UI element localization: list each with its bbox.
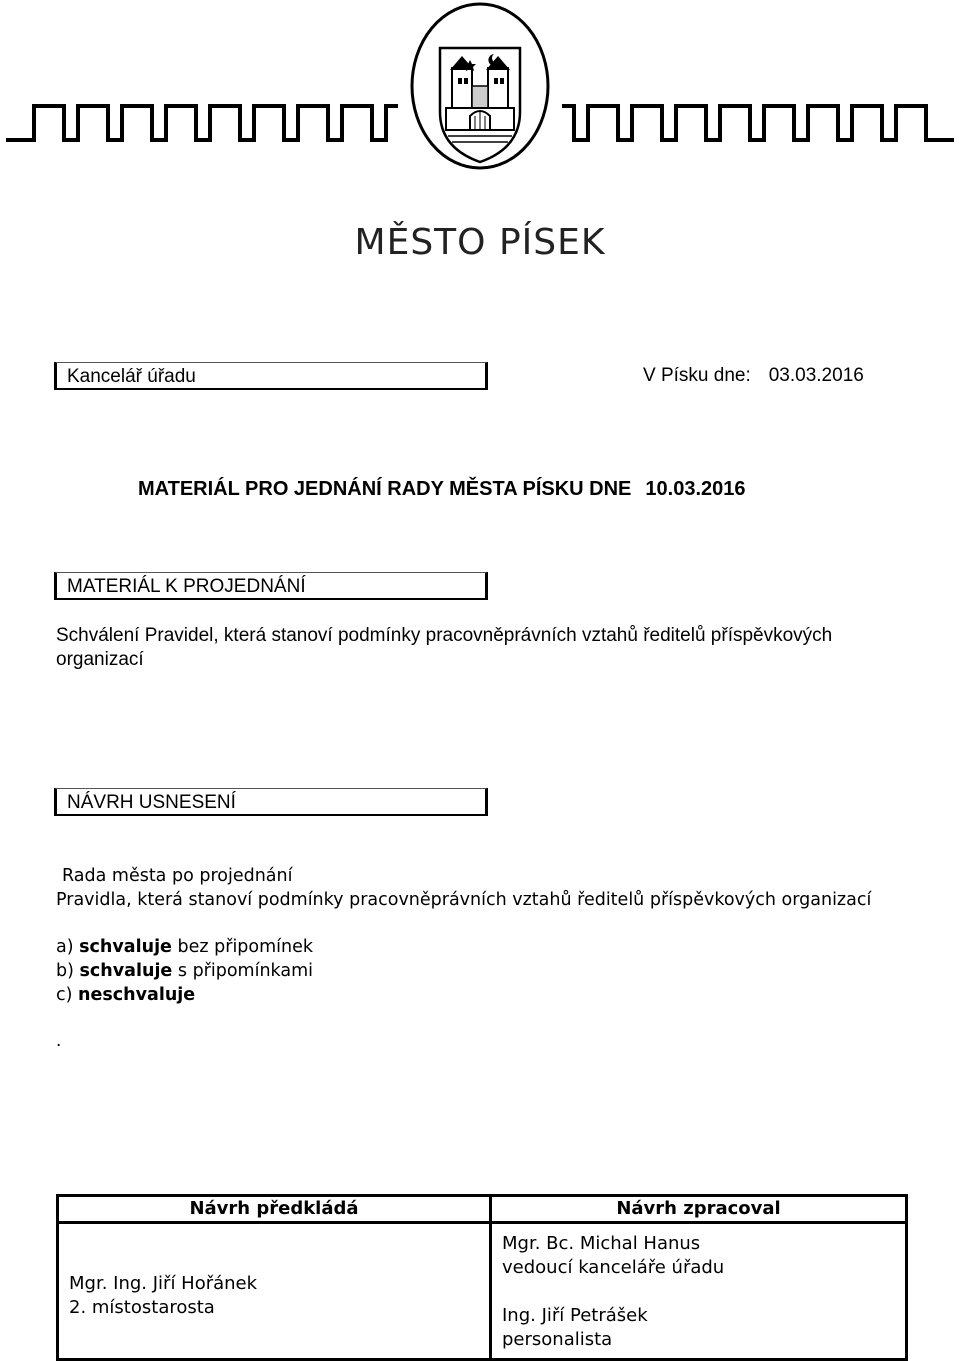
city-name-heading: MĚSTO PÍSEK (354, 222, 606, 263)
crenellated-wall-right (562, 106, 954, 140)
resolution-line-2: Pravidla, která stanoví podmínky pracovněprávních vztahů ředitelů příspěvkových organizací (56, 890, 872, 910)
proposer-name: Mgr. Ing. Jiří Hořánek (69, 1273, 258, 1294)
option-prefix: b) (56, 961, 74, 981)
date-label: V Písku dne: (643, 365, 751, 386)
preparer-name-1: Mgr. Bc. Michal Hanus (502, 1233, 701, 1254)
option-rest: s připomínkami (177, 961, 314, 981)
title-text: MATERIÁL PRO JEDNÁNÍ RADY MĚSTA PÍSKU DNE (138, 478, 632, 500)
proposer-role: 2. místostarosta (69, 1297, 215, 1318)
material-heading: MATERIÁL K PROJEDNÁNÍ (67, 576, 306, 597)
option-prefix: a) (56, 937, 74, 957)
preparer-role-2: personalista (502, 1329, 613, 1350)
option-b (56, 959, 313, 983)
proposer-cell (58, 1223, 491, 1360)
crenellated-wall-left (6, 106, 398, 140)
signature-table (56, 1194, 908, 1361)
subject-line-1: Schválení Pravidel, která stanoví podmínky pracovněprávních vztahů ředitelů příspěvkových (56, 625, 833, 646)
department-box (54, 362, 488, 390)
option-rest: bez připomínek (177, 937, 314, 957)
resolution-line-1: Rada města po projednání (62, 866, 293, 886)
subject-line-2: organizací (56, 649, 144, 670)
option-prefix: c) (56, 985, 73, 1005)
date-line (643, 365, 864, 387)
option-verb: schvaluje (79, 961, 173, 981)
date-value: 03.03.2016 (768, 365, 864, 386)
resolution-text (56, 864, 871, 912)
preparer-heading: Návrh zpracoval (491, 1196, 907, 1223)
material-heading-box (54, 572, 488, 600)
city-crest-logo (0, 0, 960, 210)
material-subject (56, 624, 916, 672)
preparer-name-2: Ing. Jiří Petrášek (502, 1305, 648, 1326)
trailing-dot: . (56, 1030, 62, 1051)
resolution-heading-box (54, 788, 488, 816)
resolution-options (56, 935, 313, 1007)
option-verb: neschvaluje (78, 985, 196, 1005)
document-title (138, 478, 746, 501)
title-date: 10.03.2016 (645, 478, 746, 500)
preparer-cell (491, 1223, 907, 1360)
preparer-role-1: vedoucí kanceláře úřadu (502, 1257, 725, 1278)
option-verb: schvaluje (79, 937, 172, 957)
option-c (56, 983, 313, 1007)
department-label: Kancelář úřadu (67, 366, 196, 387)
option-a (56, 935, 313, 959)
resolution-heading: NÁVRH USNESENÍ (67, 792, 236, 813)
proposer-heading: Návrh předkládá (58, 1196, 491, 1223)
